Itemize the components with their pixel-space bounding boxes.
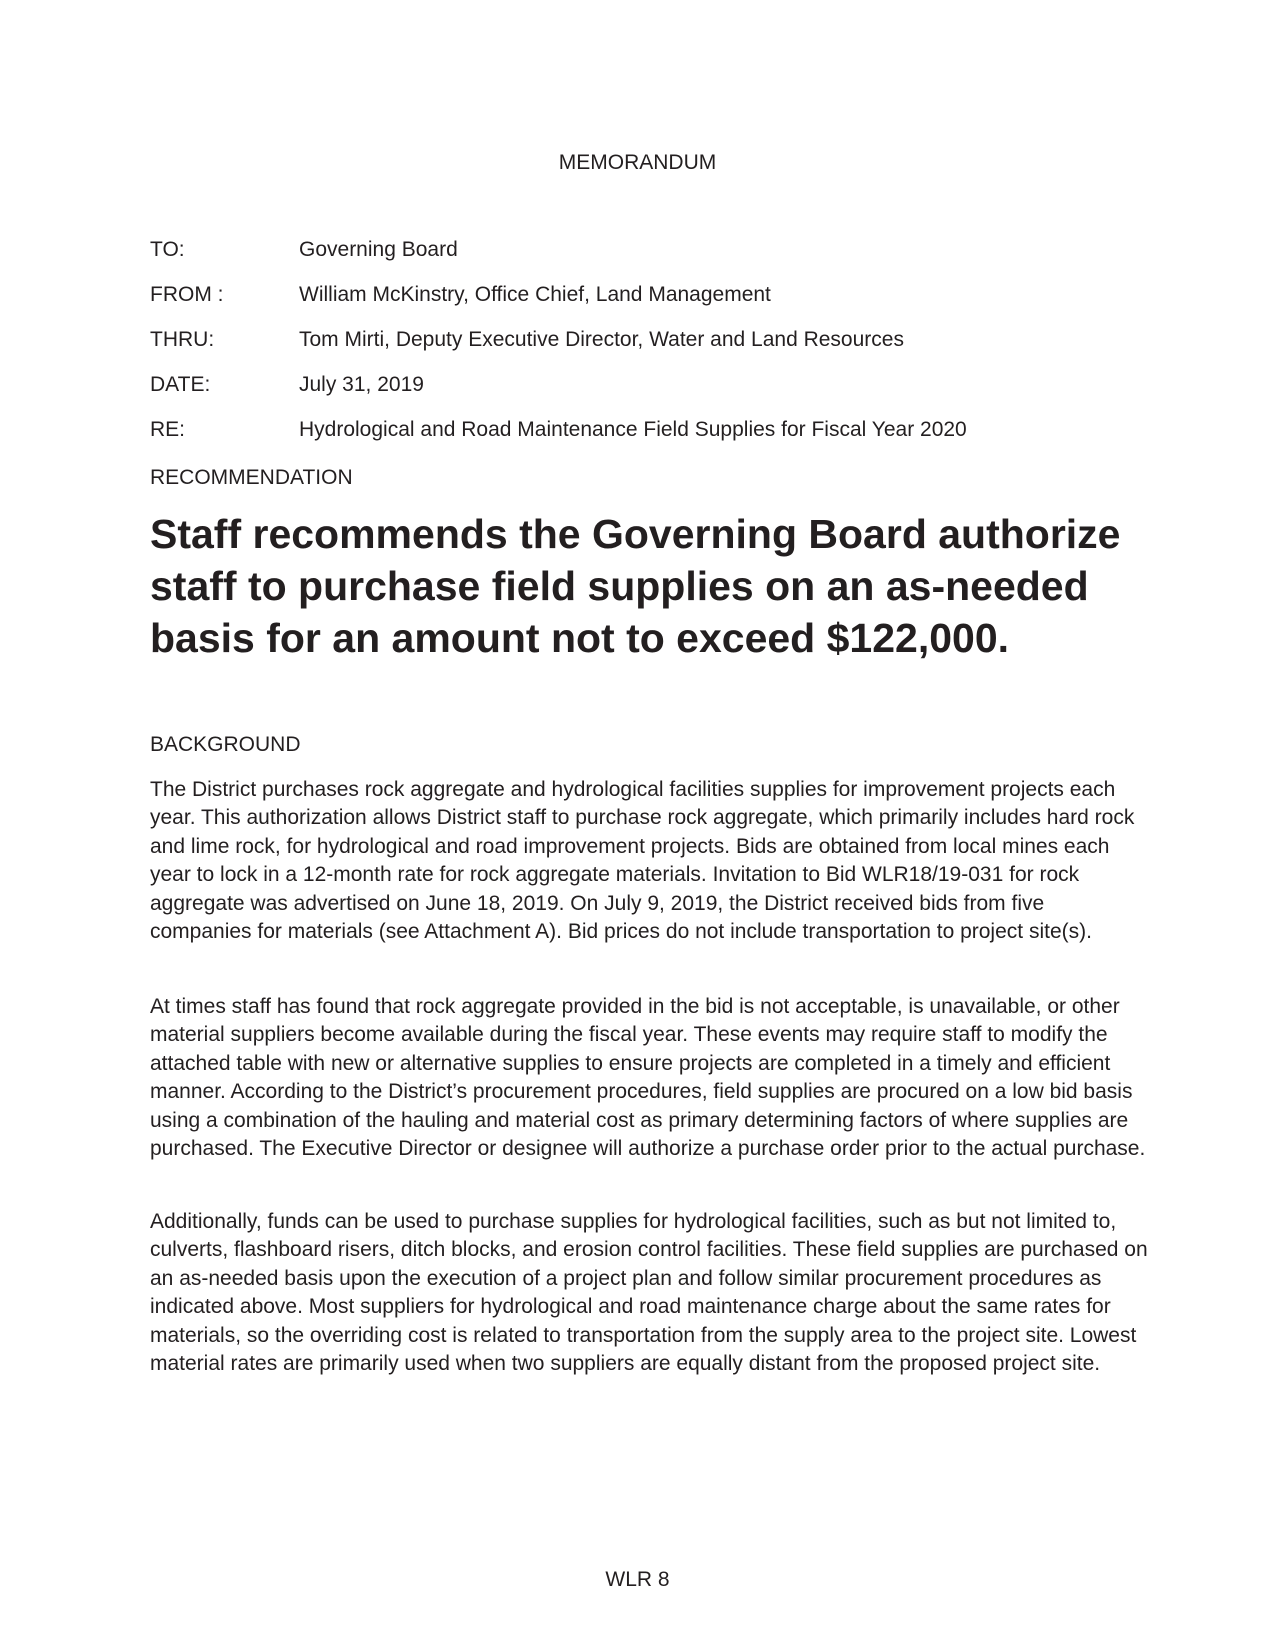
memo-title: MEMORANDUM [558,151,717,174]
header-row-thru [150,327,1150,372]
re-label: RE: [150,418,186,441]
header-row-from [150,282,1150,327]
header-row-date [150,372,1150,417]
to-value: Governing Board [299,238,458,261]
header-row-re [150,417,1150,462]
background-paragraph-1: The District purchases rock aggregate and hydrological facilities supplies for improvement projects each year. This authorization allows District staff to purchase rock aggregate, which primarily includes hard rock and lime rock, for hydrological and road improvement projects. Bids are obtained from local mines each year to lock in a 12-month rate for rock aggregate materials. Invitation to Bid WLR18/19-031 for rock aggregate was advertised on June 18, 2019. On July 9, 2019, the District received bids from five companies for materials (see Attachment A). Bid prices do not include transportation to project site(s). [150,778,1135,944]
background-heading: BACKGROUND [150,733,301,756]
background-paragraph-2: At times staff has found that rock aggregate provided in the bid is not acceptable, is unavailable, or other material suppliers become available during the fiscal year. These events may require staff to modify the attached table with new or alternative supplies to ensure projects are completed in a timely and efficient manner. According to the District’s procurement procedures, field supplies are procured on a low bid basis using a combination of the hauling and material cost as primary determining factors of where supplies are purchased. The Executive Director or designee will authorize a purchase order prior to the actual purchase. [150,995,1146,1161]
thru-value: Tom Mirti, Deputy Executive Director, Water and Land Resources [299,328,904,351]
from-label: FROM : [150,283,224,306]
thru-label: THRU: [150,328,215,351]
from-value: William McKinstry, Office Chief, Land Management [299,283,771,306]
recommendation-heading: RECOMMENDATION [150,466,353,489]
header-row-to [150,237,1150,282]
date-label: DATE: [150,373,211,396]
to-label: TO: [150,238,185,261]
recommendation-text: Staff recommends the Governing Board authorize staff to purchase field supplies on an as-needed basis for an amount not to exceed $122,000. [150,511,1121,661]
date-value: July 31, 2019 [299,373,424,396]
memo-header [150,237,1150,462]
re-value: Hydrological and Road Maintenance Field Supplies for Fiscal Year 2020 [299,418,967,441]
page-number: WLR 8 [605,1568,670,1591]
background-paragraph-3: Additionally, funds can be used to purchase supplies for hydrological facilities, such as but not limited to, culverts, flashboard risers, ditch blocks, and erosion control facilities. These field supplies are purchased on an as-needed basis upon the execution of a project plan and follow similar procurement procedures as indicated above. Most suppliers for hydrological and road maintenance charge about the same rates for materials, so the overriding cost is related to transportation from the supply area to the project site. Lowest material rates are primarily used when two suppliers are equally distant from the proposed project site. [150,1210,1148,1376]
